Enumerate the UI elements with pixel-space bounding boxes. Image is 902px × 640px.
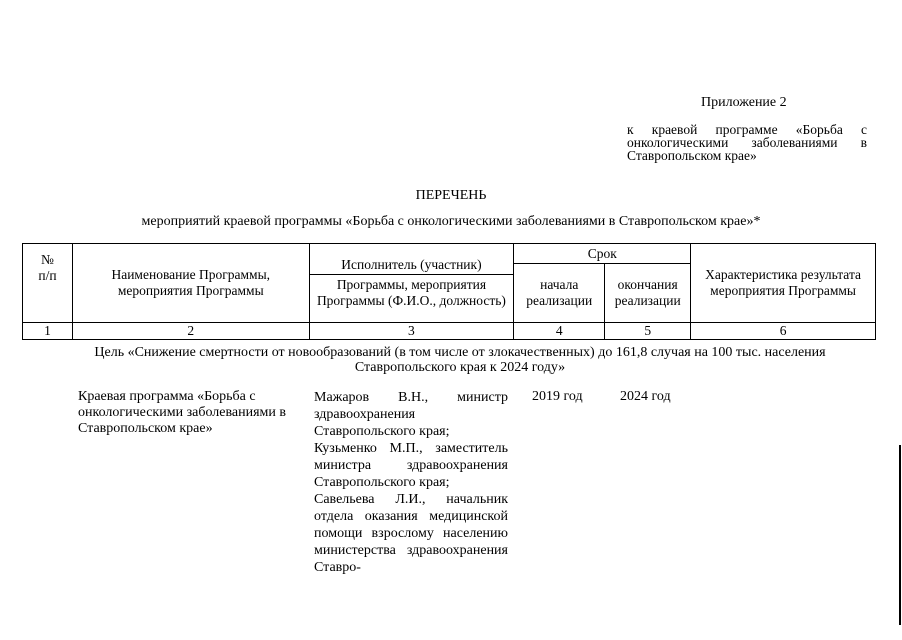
column-number: 6 [691,323,876,340]
appendix-subtitle: к краевой программе «Борьба с онкологическими заболеваниями в Ставропольском крае» [627,122,867,163]
column-number: 1 [23,323,73,340]
program-name: Краевая программа «Борьба с онкологическими заболеваниями в Ставропольском крае» [78,389,286,436]
document-subtitle: мероприятий краевой программы «Борьба с онкологическими заболеваниями в Ставропольском крае»* [141,214,761,229]
column-number: 5 [605,323,691,340]
header-term-end: окончания реализации [605,264,691,323]
header-name: Наименование Программы, мероприятия Программы [72,244,309,323]
end-year: 2024 год [620,389,671,404]
header-executor [309,244,514,323]
scan-edge-line [899,445,901,625]
start-year: 2019 год [532,389,583,404]
column-number: 2 [72,323,309,340]
document-title: ПЕРЕЧЕНЬ [415,188,487,203]
executor-item: Савельева Л.И., начальник отдела оказания медицинской помощи взрослому населению министерства здравоохранения Ставро- [314,492,508,575]
executor-item: Кузьменко М.П., заместитель министра здравоохранения Ставропольского края; [314,441,508,490]
column-number: 3 [309,323,514,340]
column-number: 4 [514,323,605,340]
header-executor-line2: Программы, мероприятия Программы (Ф.И.О., должность) [316,277,506,308]
header-executor-line1: Исполнитель (участник) [310,257,514,275]
appendix-title: Приложение 2 [701,95,787,110]
executor-item: Мажаров В.Н., министр здравоохранения Ставропольского края; [314,390,508,439]
goal-text: Цель «Снижение смертности от новообразований (в том числе от злокачественных) до 161,8 случая на 100 тыс. населения Ставропольского края к 2024 году» [94,345,826,375]
header-table [22,243,876,340]
header-result: Характеристика результата мероприятия Программы [691,244,876,323]
header-num: № п/п [23,244,73,323]
header-term-start: начала реализации [514,264,605,323]
executor-list [314,389,508,576]
header-term: Срок [514,244,691,264]
